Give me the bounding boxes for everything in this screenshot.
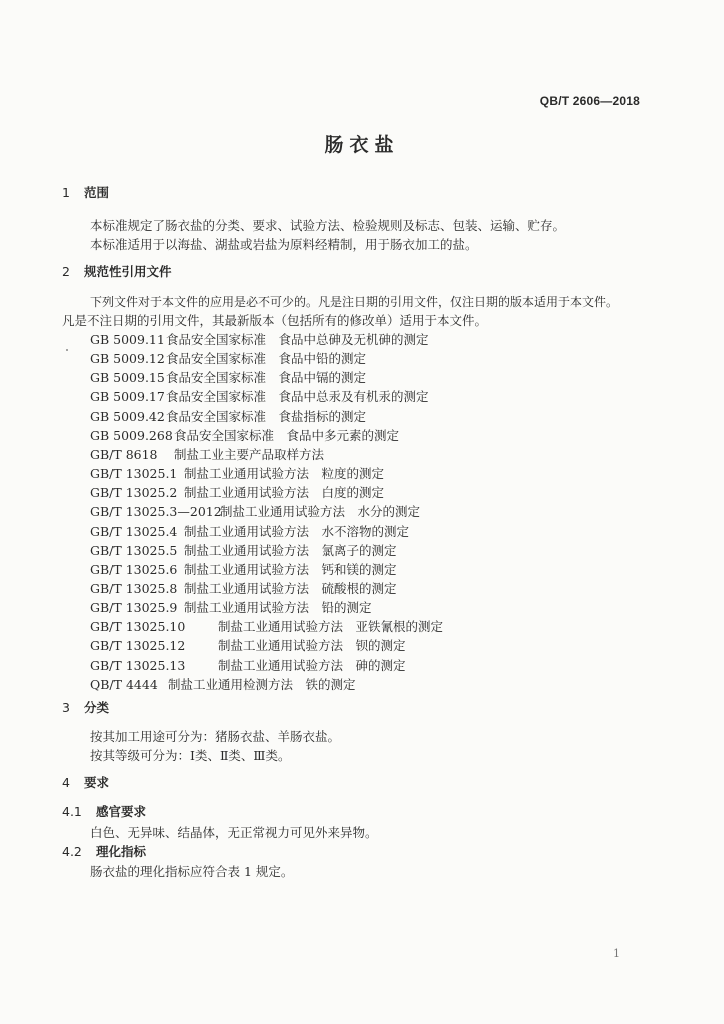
reference-item bbox=[90, 330, 429, 348]
reference-code: GB/T 13025.5 bbox=[90, 542, 178, 558]
section-title: 分类 bbox=[84, 700, 110, 715]
paragraph: 按其加工用途可分为：猪肠衣盐、羊肠衣盐。 bbox=[90, 729, 341, 744]
section-title: 范围 bbox=[84, 185, 110, 200]
section-number: 4.2 bbox=[62, 844, 82, 859]
reference-title: 食品安全国家标准 食品中总砷及无机砷的测定 bbox=[166, 332, 429, 347]
reference-title: 制盐工业通用试验方法 水不溶物的测定 bbox=[184, 523, 410, 539]
reference-title: 食品安全国家标准 食盐指标的测定 bbox=[166, 408, 367, 424]
reference-title: 食品安全国家标准 食品中镉的测定 bbox=[166, 370, 367, 386]
section-4-2-heading bbox=[62, 842, 146, 860]
reference-item bbox=[90, 636, 406, 654]
document-title: 肠衣盐 bbox=[324, 134, 400, 156]
reference-item bbox=[90, 426, 399, 444]
reference-code: GB 5009.11 bbox=[90, 332, 165, 347]
reference-code: GB/T 13025.12 bbox=[90, 638, 186, 654]
section-number: 1 bbox=[62, 185, 70, 200]
scan-speck bbox=[66, 349, 68, 351]
reference-item bbox=[90, 407, 366, 425]
reference-title: 食品安全国家标准 食品中总汞及有机汞的测定 bbox=[166, 389, 429, 405]
section-title: 感官要求 bbox=[96, 804, 147, 819]
section-number: 3 bbox=[62, 700, 70, 715]
reference-item bbox=[90, 579, 397, 597]
page-number: 1 bbox=[613, 947, 620, 960]
section-4-1-heading bbox=[62, 802, 146, 820]
reference-title: 制盐工业通用试验方法 铅的测定 bbox=[184, 600, 372, 616]
section-4-heading bbox=[62, 773, 109, 791]
reference-title: 食品安全国家标准 食品中铅的测定 bbox=[166, 351, 367, 367]
reference-code: GB 5009.12 bbox=[90, 351, 165, 367]
reference-item bbox=[90, 656, 406, 674]
reference-item bbox=[90, 349, 366, 367]
reference-code: GB/T 13025.8 bbox=[90, 580, 178, 596]
reference-code: GB/T 8618 bbox=[90, 446, 158, 462]
reference-item bbox=[90, 522, 409, 540]
reference-code: GB/T 13025.6 bbox=[90, 561, 178, 577]
reference-item bbox=[90, 502, 420, 520]
section-number: 4.1 bbox=[62, 804, 82, 819]
reference-code: GB 5009.15 bbox=[90, 370, 165, 386]
reference-code: GB 5009.268 bbox=[90, 427, 173, 443]
reference-title: 制盐工业通用试验方法 水分的测定 bbox=[220, 504, 421, 520]
paragraph: 本标准规定了肠衣盐的分类、要求、试验方法、检验规则及标志、包装、运输、贮存。 bbox=[90, 218, 566, 233]
standard-code: QB/T 2606—2018 bbox=[539, 94, 640, 108]
reference-title: 制盐工业通用试验方法 白度的测定 bbox=[184, 485, 385, 501]
section-number: 2 bbox=[62, 264, 70, 279]
section-title: 理化指标 bbox=[96, 844, 147, 859]
reference-title: 制盐工业通用试验方法 粒度的测定 bbox=[184, 466, 385, 482]
reference-item bbox=[90, 617, 443, 635]
reference-item bbox=[90, 483, 384, 501]
section-2-heading bbox=[62, 262, 172, 280]
reference-title: 制盐工业通用试验方法 硫酸根的测定 bbox=[184, 580, 397, 596]
reference-code: GB/T 13025.2 bbox=[90, 485, 178, 501]
reference-code: GB/T 13025.10 bbox=[90, 619, 186, 635]
section-3-heading bbox=[62, 698, 109, 716]
reference-code: QB/T 4444 bbox=[90, 676, 158, 692]
paragraph: 下列文件对于本文件的应用是必不可少的。凡是注日期的引用文件，仅注日期的版本适用于本文件。 bbox=[90, 295, 619, 309]
reference-code: GB/T 13025.9 bbox=[90, 600, 178, 616]
reference-title: 制盐工业通用检测方法 铁的测定 bbox=[168, 676, 356, 692]
section-number: 4 bbox=[62, 775, 70, 790]
reference-title: 制盐工业通用试验方法 砷的测定 bbox=[218, 657, 406, 673]
paragraph: 凡是不注日期的引用文件，其最新版本（包括所有的修改单）适用于本文件。 bbox=[62, 313, 488, 328]
reference-code: GB/T 13025.3—2012 bbox=[90, 504, 222, 520]
reference-code: GB 5009.17 bbox=[90, 389, 165, 405]
section-title: 规范性引用文件 bbox=[84, 264, 172, 279]
reference-item bbox=[90, 464, 384, 482]
reference-code: GB 5009.42 bbox=[90, 408, 165, 424]
reference-title: 制盐工业通用试验方法 钡的测定 bbox=[218, 638, 406, 654]
section-title: 要求 bbox=[84, 775, 110, 790]
reference-item bbox=[90, 560, 397, 578]
paragraph: 按其等级可分为：Ⅰ类、Ⅱ类、Ⅲ类。 bbox=[90, 748, 291, 763]
reference-item bbox=[90, 541, 397, 559]
paragraph: 肠衣盐的理化指标应符合表 1 规定。 bbox=[90, 864, 294, 879]
reference-title: 制盐工业主要产品取样方法 bbox=[174, 446, 325, 462]
reference-code: GB/T 13025.1 bbox=[90, 466, 178, 482]
reference-item bbox=[90, 598, 372, 616]
reference-code: GB/T 13025.13 bbox=[90, 657, 186, 673]
reference-item bbox=[90, 445, 324, 463]
reference-item bbox=[90, 387, 429, 405]
reference-title: 食品安全国家标准 食品中多元素的测定 bbox=[174, 427, 400, 443]
reference-title: 制盐工业通用试验方法 亚铁氰根的测定 bbox=[218, 619, 444, 635]
reference-item bbox=[90, 368, 366, 386]
reference-title: 制盐工业通用试验方法 氯离子的测定 bbox=[184, 542, 397, 558]
section-1-heading bbox=[62, 183, 109, 201]
paragraph: 本标准适用于以海盐、湖盐或岩盐为原料经精制，用于肠衣加工的盐。 bbox=[90, 237, 478, 252]
reference-title: 制盐工业通用试验方法 钙和镁的测定 bbox=[184, 561, 397, 577]
reference-code: GB/T 13025.4 bbox=[90, 523, 178, 539]
paragraph: 白色、无异味、结晶体，无正常视力可见外来异物。 bbox=[90, 825, 378, 840]
reference-item bbox=[90, 675, 356, 693]
